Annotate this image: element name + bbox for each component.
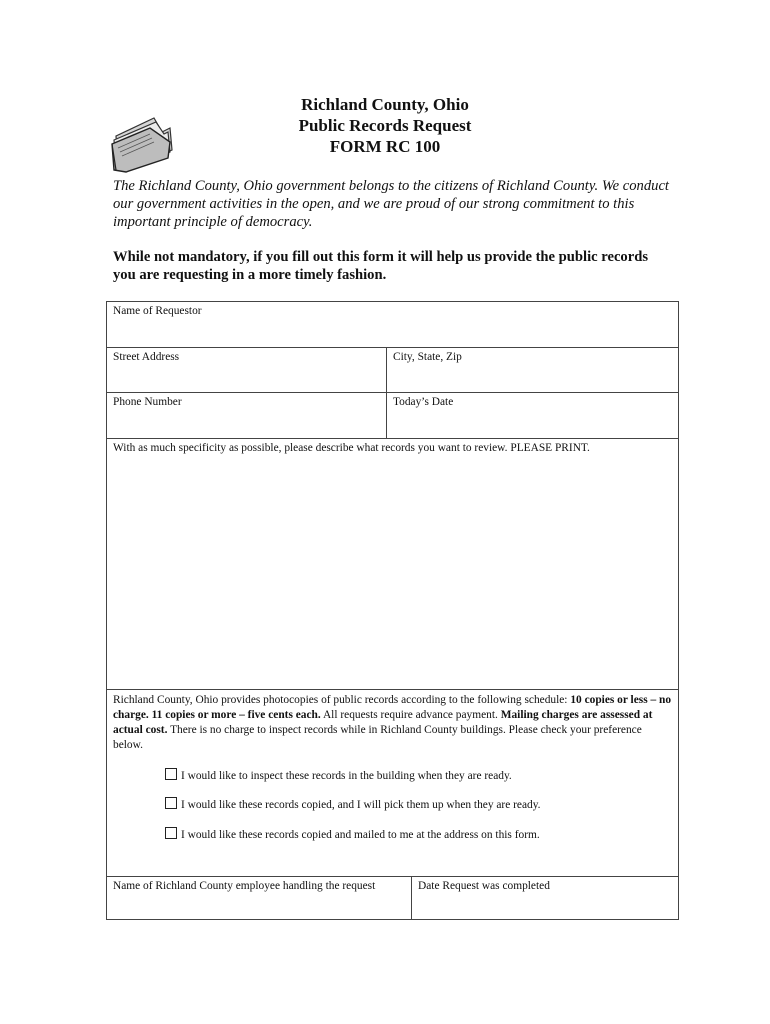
title-line: FORM RC 100 <box>329 137 441 156</box>
schedule-text-bold: 10 copies or less – no charge. 11 copies or more – five cents each. <box>113 694 672 721</box>
todays-date-field[interactable] <box>386 392 678 438</box>
option-label: I would like these records copied and mailed to me at the address on this form. <box>181 829 540 841</box>
field-label: Today’s Date <box>393 396 454 408</box>
field-label: With as much specificity as possible, please describe what records you want to review. PLEASE PRINT. <box>113 442 590 454</box>
date-completed-field[interactable] <box>411 876 678 919</box>
notice-paragraph: While not mandatory, if you fill out this form it will help us provide the public records you are requesting in a more timely fashion. <box>113 249 649 283</box>
field-label: Phone Number <box>113 396 182 408</box>
schedule-text-bold: Mailing charges are assessed at actual cost. <box>113 709 653 736</box>
title-line: Public Records Request <box>298 116 472 135</box>
option-label: I would like these records copied, and I will pick them up when they are ready. <box>181 799 541 811</box>
street-address-field[interactable] <box>107 347 386 392</box>
schedule-text-part: Richland County, Ohio provides photocopies of public records according to the following schedule: <box>113 694 571 706</box>
title-line: Richland County, Ohio <box>301 95 469 114</box>
form-title <box>200 94 570 157</box>
copy-schedule-section <box>107 689 678 876</box>
field-label: Date Request was completed <box>418 880 550 892</box>
schedule-text-part: All requests require advance payment. <box>320 709 501 721</box>
option-inspect[interactable] <box>165 768 512 783</box>
name-of-requestor-field[interactable] <box>107 302 678 347</box>
option-pickup[interactable] <box>165 797 541 812</box>
intro-paragraph: The Richland County, Ohio government belongs to the citizens of Richland County. We conduct our government activities in the open, and we are proud of our strong commitment to this important principle of democracy. <box>113 178 669 230</box>
field-label: Street Address <box>113 351 180 363</box>
checkbox-pickup[interactable] <box>165 797 177 809</box>
records-description-field[interactable] <box>107 438 678 689</box>
schedule-text <box>113 693 672 753</box>
request-form <box>106 301 679 920</box>
checkbox-mail[interactable] <box>165 827 177 839</box>
employee-name-field[interactable] <box>107 876 411 919</box>
checkbox-inspect[interactable] <box>165 768 177 780</box>
city-state-zip-field[interactable] <box>386 347 678 392</box>
schedule-text-part: There is no charge to inspect records while in Richland County buildings. Please check your preference below. <box>113 724 642 751</box>
phone-number-field[interactable] <box>107 392 386 438</box>
field-label: City, State, Zip <box>393 351 462 363</box>
option-mail[interactable] <box>165 827 540 842</box>
field-label: Name of Requestor <box>113 305 202 317</box>
folder-icon <box>110 112 176 174</box>
field-label: Name of Richland County employee handling the request <box>113 880 376 892</box>
option-label: I would like to inspect these records in the building when they are ready. <box>181 770 512 782</box>
